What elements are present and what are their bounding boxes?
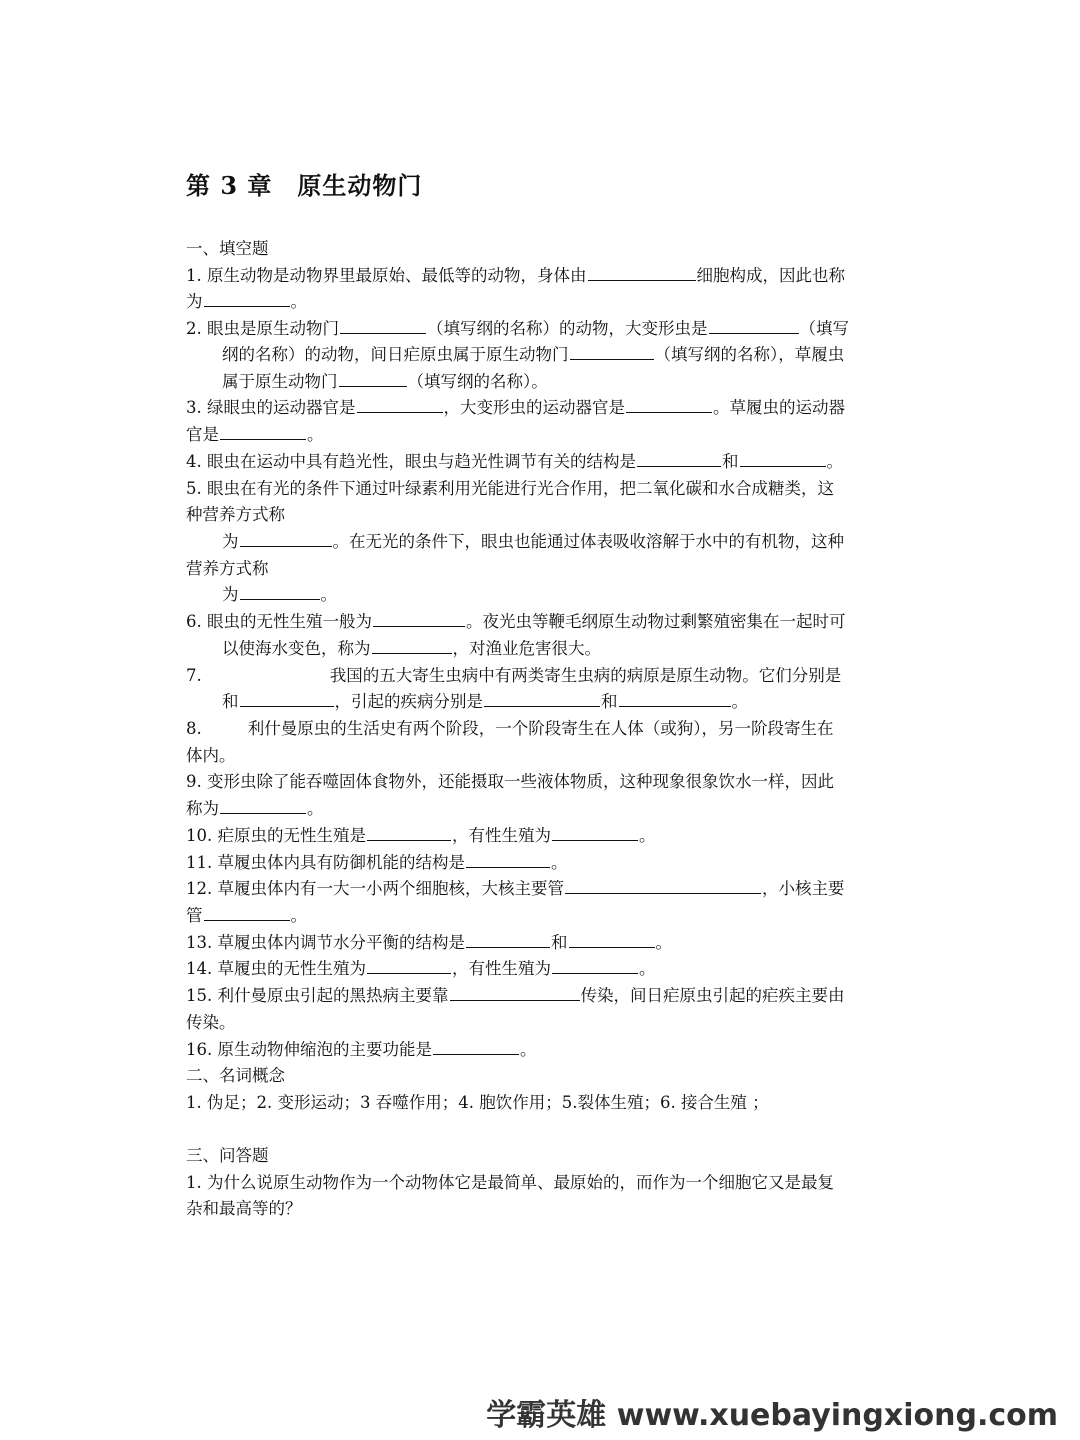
section-heading-terms: 二、名词概念: [186, 1066, 285, 1085]
answer-blank: [204, 904, 290, 921]
question-16: 16. 原生动物伸缩泡的主要功能是 。: [186, 1040, 537, 1059]
question-7-line-2: 和 ，引起的疾病分别是 和 。: [222, 692, 748, 711]
question-5-line-5: 为 。: [222, 585, 337, 604]
answer-blank: [367, 824, 451, 841]
answer-blank: [220, 797, 306, 814]
answer-blank: [372, 637, 452, 654]
question-2-line-2: 纲的名称）的动物，间日疟原虫属于原生动物门 （填写纲的名称），草履虫: [222, 345, 845, 364]
question-15-line-1: 15. 利什曼原虫引起的黑热病主要靠 传染，间日疟原虫引起的疟疾主要由: [186, 986, 845, 1005]
answer-blank: [220, 423, 306, 440]
answer-blank: [339, 370, 407, 387]
answer-blank: [569, 931, 655, 948]
question-4: 4. 眼虫在运动中具有趋光性，眼虫与趋光性调节有关的结构是 和 。: [186, 452, 843, 471]
question-15-line-2: 传染。: [186, 1013, 236, 1032]
answer-blank: [552, 824, 638, 841]
answer-blank: [433, 1038, 519, 1055]
question-5-line-2: 种营养方式称: [186, 505, 285, 524]
chapter-title: 第 3 章 原生动物门: [186, 171, 423, 200]
question-6-line-2: 以使海水变色，称为 ，对渔业危害很大。: [222, 639, 601, 658]
qa-question-1-line-2: 杂和最高等的？: [186, 1199, 302, 1218]
answer-blank: [450, 984, 580, 1001]
answer-blank: [619, 690, 731, 707]
question-9-line-2: 称为 。: [186, 799, 324, 818]
question-13: 13. 草履虫体内调节水分平衡的结构是 和 。: [186, 933, 672, 952]
answer-blank: [484, 690, 600, 707]
question-1-line-2: 为 。: [186, 292, 307, 311]
question-5-line-3: 为 。在无光的条件下，眼虫也能通过体表吸收溶解于水中的有机物，这种: [222, 532, 844, 551]
question-6-line-1: 6. 眼虫的无性生殖一般为 。夜光虫等鞭毛纲原生动物过剩繁殖密集在一起时可: [186, 612, 846, 631]
answer-blank: [466, 851, 550, 868]
question-3-line-2: 官是 。: [186, 425, 324, 444]
answer-blank: [373, 610, 465, 627]
answer-blank: [637, 450, 721, 467]
question-3-line-1: 3. 绿眼虫的运动器官是 ，大变形虫的运动器官是 。草履虫的运动器: [186, 398, 845, 417]
question-8-line-2: 体内。: [186, 746, 236, 765]
question-8-line-1: 8. 利什曼原虫的生活史有两个阶段，一个阶段寄生在人体（或狗），另一阶段寄生在: [186, 719, 834, 738]
question-9-line-1: 9. 变形虫除了能吞噬固体食物外，还能摄取一些液体物质，这种现象很象饮水一样，因此: [186, 772, 834, 791]
answer-blank: [240, 583, 320, 600]
answer-blank: [240, 690, 334, 707]
question-5-line-1: 5. 眼虫在有光的条件下通过叶绿素利用光能进行光合作用，把二氧化碳和水合成糖类，这: [186, 479, 834, 498]
answer-blank: [240, 530, 332, 547]
answer-blank: [565, 877, 761, 894]
answer-blank: [709, 317, 799, 334]
answer-blank: [740, 450, 826, 467]
question-5-line-4: 营养方式称: [186, 559, 269, 578]
question-10: 10. 疟原虫的无性生殖是 ，有性生殖为 。: [186, 826, 656, 845]
section-heading-fill-blank: 一、填空题: [186, 239, 269, 258]
terms-list: 1. 伪足；2. 变形运动；3 吞噬作用；4. 胞饮作用；5.裂体生殖；6. 接合生殖 ；: [186, 1093, 769, 1112]
question-7-line-1: 7. 我国的五大寄生虫病中有两类寄生虫病的病原是原生动物。它们分别是: [186, 666, 842, 685]
qa-question-1-line-1: 1. 为什么说原生动物作为一个动物体它是最简单、最原始的，而作为一个细胞它又是最复: [186, 1173, 834, 1192]
question-14: 14. 草履虫的无性生殖为 ，有性生殖为 。: [186, 959, 656, 978]
answer-blank: [466, 931, 550, 948]
site-watermark: 学霸英雄 www.xuebayingxiong.com: [486, 1398, 1058, 1433]
answer-blank: [340, 317, 426, 334]
answer-blank: [552, 957, 638, 974]
question-12-line-2: 管 。: [186, 906, 307, 925]
answer-blank: [588, 264, 696, 281]
answer-blank: [357, 396, 443, 413]
answer-blank: [204, 290, 290, 307]
question-2-line-1: 2. 眼虫是原生动物门 （填写纲的名称）的动物，大变形虫是 （填写: [186, 319, 849, 338]
answer-blank: [367, 957, 451, 974]
answer-blank: [626, 396, 712, 413]
section-heading-qa: 三、问答题: [186, 1146, 269, 1165]
question-11: 11. 草履虫体内具有防御机能的结构是 。: [186, 853, 568, 872]
question-1-line-1: 1. 原生动物是动物界里最原始、最低等的动物，身体由 细胞构成，因此也称: [186, 266, 845, 285]
answer-blank: [570, 343, 654, 360]
question-12-line-1: 12. 草履虫体内有一大一小两个细胞核，大核主要管 ，小核主要: [186, 879, 845, 898]
question-2-line-3: 属于原生动物门 （填写纲的名称）。: [222, 372, 548, 391]
